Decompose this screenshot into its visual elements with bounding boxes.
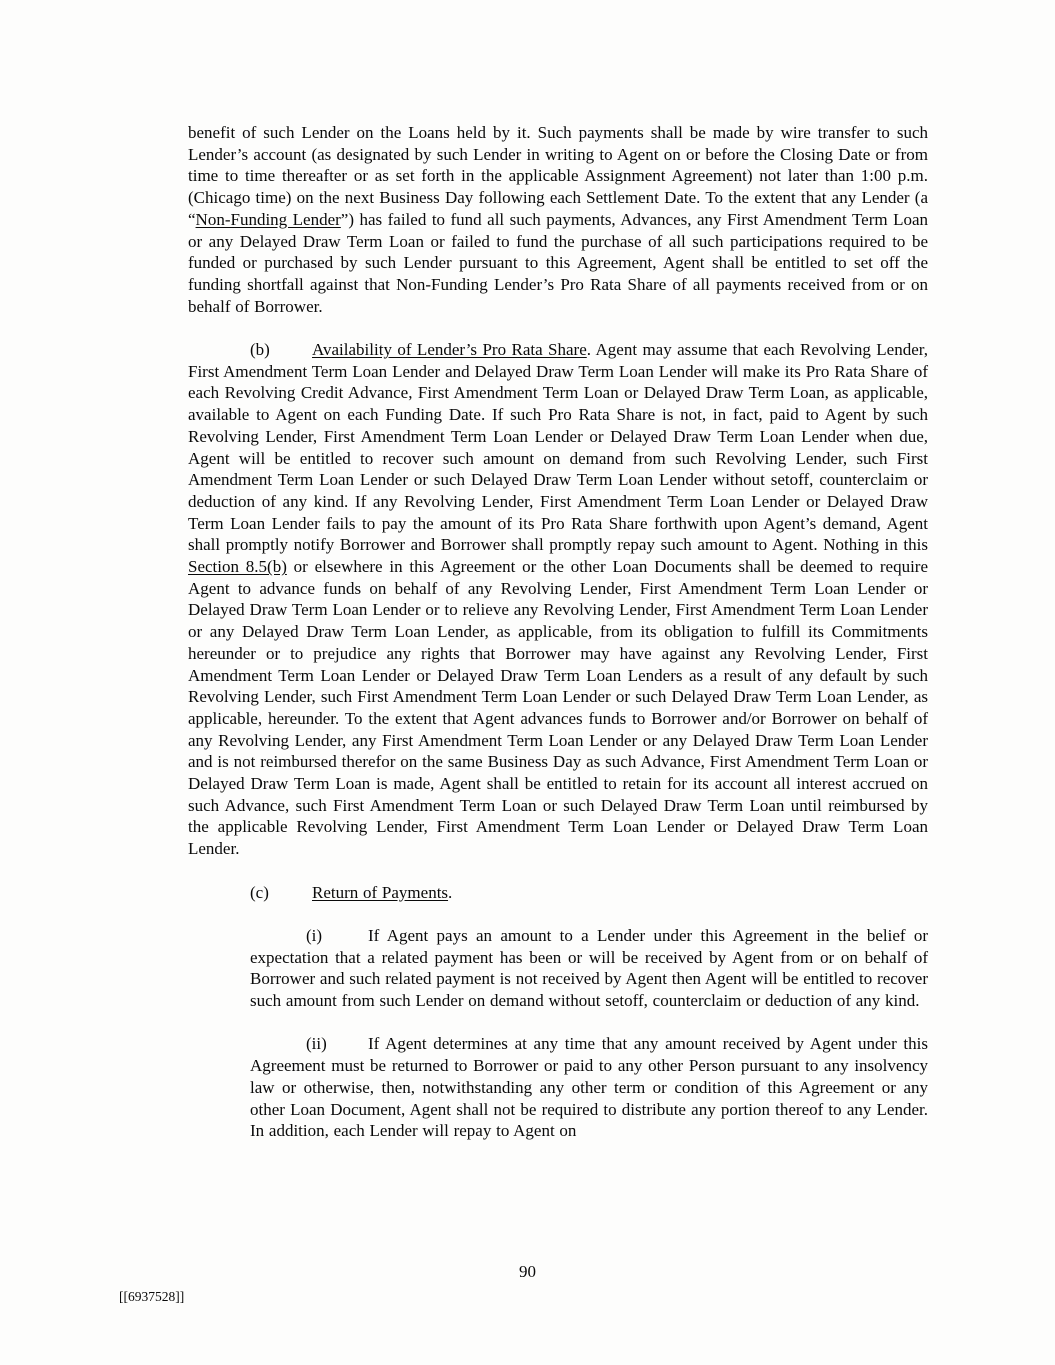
text-run: . Agent may assume that each Revolving Lender, First Amendment Term Loan Lender and Delayed Draw Term Loan Lender will make its Pro Rata Share of each Revolving Credit Advance, First Amendment Term Loan or Delayed Draw Term Loan, as applicable, available to Agent on each Funding Date. If such Pro Rata Share is not, in fact, paid to Agent by such Revolving Lender, First Amendment Term Loan Lender or Delayed Draw Term Loan Lender when due, Agent will be entitled to recover such amount on demand from such Revolving Lender, such First Amendment Term Loan Lender or such Delayed Draw Term Loan Lender without setoff, counterclaim or deduction of any kind. If any Revolving Lender, First Amendment Term Loan Lender or Delayed Draw Term Loan Lender fails to pay the amount of its Pro Rata Share forthwith upon Agent’s demand, Agent shall promptly notify Borrower and Borrower shall promptly repay such amount to Agent. Nothing in this xyxy=(188,340,928,555)
underlined-term: Non-Funding Lender xyxy=(195,209,341,229)
underlined-term: Return of Payments xyxy=(312,882,449,902)
list-label: (c) xyxy=(250,882,269,902)
text-run: If Agent pays an amount to a Lender under this Agreement in the belief or expectation that a related payment has been or will be received by Agent from or on behalf of Borrower and such related payment is not received by Agent then Agent will be entitled to recover such amount from such Lender on demand without setoff, counterclaim or deduction of any kind. xyxy=(250,925,928,1011)
paragraph-section-c-heading xyxy=(188,882,928,904)
text-run: or elsewhere in this Agreement or the other Loan Documents shall be deemed to require Agent to advance funds on behalf of any Revolving Lender, First Amendment Term Loan Lender or Delayed Draw Term Loan Lender or to relieve any Revolving Lender, First Amendment Term Loan Lender or any Delayed Draw Term Loan Lender, as applicable, from its obligation to fulfill its Commitments hereunder or to prejudice any rights that Borrower may have against any Revolving Lender, First Amendment Term Loan Lender or Delayed Draw Term Loan Lenders as a result of any default by such Revolving Lender, such First Amendment Term Loan Lender or such Delayed Draw Term Loan Lender, as applicable, hereunder. To the extent that Agent advances funds to Borrower and/or Borrower on behalf of any Revolving Lender, any First Amendment Term Loan Lender or any Delayed Draw Term Loan Lender and is not reimbursed therefor on the same Business Day as such Advance, First Amendment Term Loan or Delayed Draw Term Loan is made, Agent shall be entitled to retain for its account all interest accrued on such Advance, such First Amendment Term Loan or such Delayed Draw Term Loan until reimbursed by the applicable Revolving Lender, First Amendment Term Loan Lender or Delayed Draw Term Loan Lender. xyxy=(188,557,928,859)
list-label: (ii) xyxy=(306,1034,327,1054)
text-run: ”) has failed to fund all such payments, Advances, any First Amendment Term Loan or any Delayed Draw Term Loan or failed to fund the purchase of all such participations required to be funded or purchased by such Lender pursuant to this Agreement, Agent shall be entitled to set off the funding shortfall against that Non-Funding Lender’s Pro Rata Share of all payments received from or on behalf of Borrower. xyxy=(188,209,928,316)
paragraph-continuation xyxy=(188,122,928,317)
document-id-stamp: [[6937528]] xyxy=(119,1289,185,1304)
paragraph-section-b xyxy=(188,339,928,860)
list-label: (b) xyxy=(250,340,270,360)
list-label: (i) xyxy=(306,925,323,945)
paragraph-section-c-ii xyxy=(250,1033,928,1142)
page-number: 90 xyxy=(519,1262,536,1281)
underlined-term: Availability of Lender’s Pro Rata Share xyxy=(312,340,587,360)
text-run: . xyxy=(448,882,453,902)
underlined-term: Section 8.5(b) xyxy=(188,557,287,577)
text-run: If Agent determines at any time that any amount received by Agent under this Agreement must be returned to Borrower or paid to any other Person pursuant to any insolvency law or otherwise, then, notwithstanding any other term or condition of this Agreement or any other Loan Document, Agent shall not be required to distribute any portion thereof to any Lender. In addition, each Lender will repay to Agent on xyxy=(250,1034,928,1141)
page-body xyxy=(188,122,928,1142)
text-run: benefit of such Lender on the Loans held by it. Such payments shall be made by wire transfer to such Lender’s account (as designated by such Lender in writing to Agent on or before the Closing Date or from time to time thereafter or as set forth in the applicable Assignment Agreement) not later than 1:00 p.m. (Chicago time) on the next Business Day following each Settlement Date. To the extent that any Lender (a “ xyxy=(188,123,928,229)
paragraph-section-c-i xyxy=(250,925,928,1012)
